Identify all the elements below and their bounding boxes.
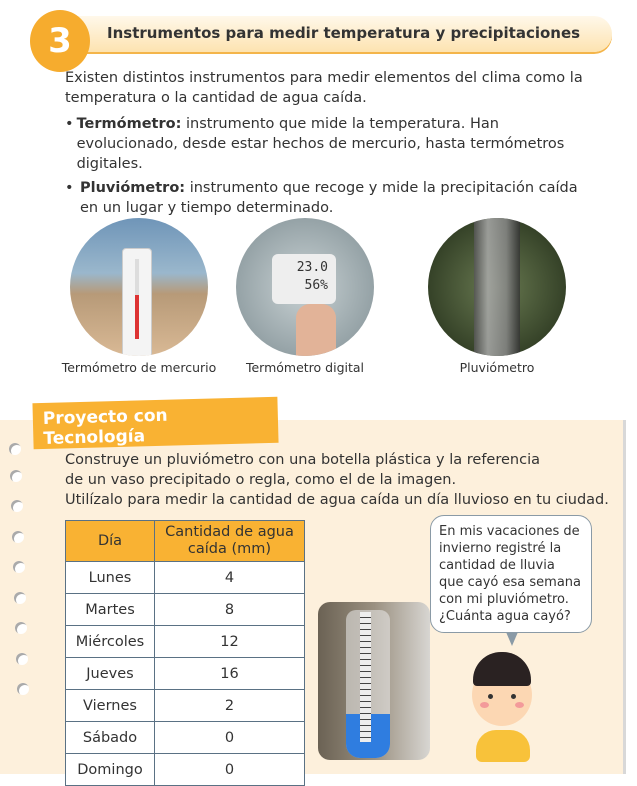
notebook-hole	[12, 531, 24, 543]
notebook-hole	[14, 592, 26, 604]
display-humidity: 56%	[304, 278, 328, 293]
header-day: Día	[66, 521, 155, 562]
ruler	[360, 612, 371, 742]
bullet-text: instrumento que recoge y mide la precipitación caída en un lugar y tiempo determinado.	[80, 180, 578, 216]
table-row	[66, 626, 305, 658]
display-temperature: 23.0	[296, 260, 328, 275]
speech-bubble: En mis vacaciones de invierno registré la cantidad de lluvia que cayó esa semana con mi pluviómetro. ¿Cuánta agua cayó?	[430, 515, 592, 633]
amount-cell: 4	[155, 562, 305, 594]
bullet-list	[65, 114, 595, 218]
table-row	[66, 690, 305, 722]
project-instructions: Construye un pluviómetro con una botella plástica y la referencia de un vaso precipitado o regla, como el de la imagen.	[65, 452, 540, 488]
day-cell: Miércoles	[66, 626, 155, 658]
notebook-hole	[9, 443, 21, 455]
table-row	[66, 754, 305, 786]
project-tag: Proyecto con Tecnología	[32, 397, 278, 449]
amount-cell: 0	[155, 722, 305, 754]
notebook-hole	[15, 622, 27, 634]
child-avatar	[470, 650, 536, 762]
amount-cell: 16	[155, 658, 305, 690]
digital-thermometer-image	[236, 218, 374, 356]
caption-digital: Termómetro digital	[245, 360, 365, 375]
table-row	[66, 722, 305, 754]
day-cell: Sábado	[66, 722, 155, 754]
amount-cell: 0	[155, 754, 305, 786]
bullet-dot: •	[65, 180, 74, 196]
intro-text: Existen distintos instrumentos para medir elementos del clima como la temperatura o la cantidad de agua caída.	[65, 70, 583, 106]
notebook-hole	[13, 561, 25, 573]
caption-rain-gauge: Pluviómetro	[459, 360, 535, 375]
thermometer-icon	[122, 248, 152, 356]
notebook-hole	[10, 470, 22, 482]
mercury-thermometer-image	[70, 218, 208, 356]
rain-gauge-image	[428, 218, 566, 356]
rainfall-table	[65, 520, 305, 786]
bullet-term: Termómetro:	[76, 116, 182, 132]
bullet-thermometer	[65, 114, 595, 174]
bullet-term: Pluviómetro:	[80, 180, 186, 196]
notebook-hole	[11, 500, 23, 512]
section-number: 3	[30, 10, 90, 72]
amount-cell: 8	[155, 594, 305, 626]
day-cell: Jueves	[66, 658, 155, 690]
notebook-hole	[17, 683, 29, 695]
bullet-rain-gauge	[65, 178, 595, 218]
day-cell: Martes	[66, 594, 155, 626]
caption-mercury: Termómetro de mercurio	[61, 360, 217, 375]
table-row	[66, 658, 305, 690]
rain-gauge-tube	[474, 218, 520, 356]
bullet-text: instrumento que mide la temperatura. Han evolucionado, desde estar hechos de mercurio, hasta termómetros digitales.	[76, 116, 565, 172]
notebook-hole	[16, 653, 28, 665]
hand	[296, 304, 336, 356]
homemade-rain-gauge-photo	[318, 602, 430, 760]
table-row	[66, 594, 305, 626]
section-title: Instrumentos para medir temperatura y precipitaciones	[107, 24, 581, 42]
bubble-pointer	[506, 632, 518, 646]
digital-display	[272, 254, 336, 304]
day-cell: Viernes	[66, 690, 155, 722]
day-cell: Domingo	[66, 754, 155, 786]
header-amount: Cantidad de agua caída (mm)	[155, 521, 305, 562]
table-row	[66, 562, 305, 594]
amount-cell: 2	[155, 690, 305, 722]
bullet-dot: •	[65, 116, 74, 132]
amount-cell: 12	[155, 626, 305, 658]
day-cell: Lunes	[66, 562, 155, 594]
project-instructions-2: Utilízalo para medir la cantidad de agua caída un día lluvioso en tu ciudad.	[65, 492, 609, 508]
